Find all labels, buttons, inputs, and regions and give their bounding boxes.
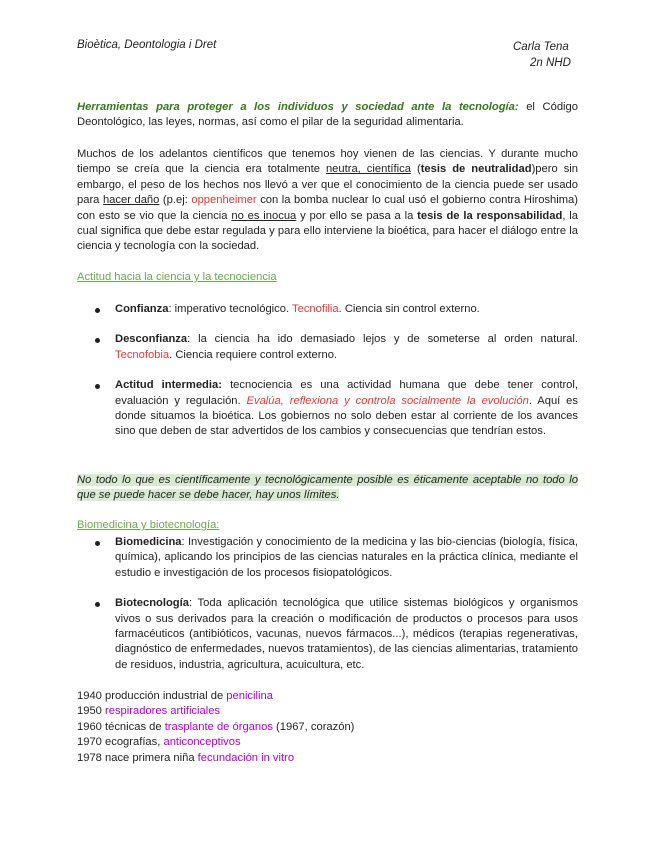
list-item [77, 535, 578, 581]
timeline-text: nace primera niña [101, 751, 198, 764]
red-text: Evalúa, reflexiona y controla socialmente la evolución [246, 394, 529, 407]
timeline-text: técnicas de [101, 720, 165, 733]
list-item [77, 302, 578, 317]
intro-text: el Código Deontológico, las leyes, normas, así como el pilar de la seguridad alimentaria. [77, 101, 578, 129]
list-item [77, 378, 578, 440]
list-item [77, 596, 578, 673]
timeline-highlight: anticonceptivos [163, 736, 241, 749]
list-item [77, 332, 578, 363]
biomed-list [77, 535, 578, 673]
timeline-entry [77, 720, 354, 735]
item-term: Desconfianza [115, 333, 188, 346]
timeline-highlight: penicilina [226, 690, 273, 702]
timeline-entry [77, 735, 354, 750]
item-term: Confianza [115, 303, 169, 315]
timeline-highlight: respiradores artificiales [105, 705, 221, 718]
timeline-list [77, 689, 354, 766]
item-text: : imperativo tecnológico. [168, 303, 292, 315]
author-block [513, 39, 571, 71]
item-text: . Ciencia sin control externo. [338, 303, 480, 315]
timeline-text: (1967, corazón) [272, 720, 355, 733]
timeline-highlight: trasplante de órganos [164, 720, 273, 733]
item-text: . Aquí es donde situamos la bioética. Los gobiernos no solo deben estar al corriente de los avances sino que deben de star advertidos de los cambios y consecuencias que tendrían estos. [115, 394, 578, 438]
red-text: oppenheimer [191, 194, 257, 207]
bold-text: tesis de la responsabilidad [417, 209, 563, 222]
item-term: Biomedicina [115, 536, 182, 548]
underlined-text: neutra, científica [325, 163, 411, 176]
timeline-highlight: fecundación in vitro [197, 751, 295, 764]
timeline-year: 1970 [77, 736, 102, 749]
red-text: Tecnofilia [292, 303, 339, 315]
item-text: : la ciencia ha ido demasiado lejos y de someterse al orden natural. [187, 333, 578, 346]
biomed-heading[interactable]: Biomedicina y biotecnología: [77, 519, 220, 531]
intro-title: Herramientas para proteger a los individuos y sociedad ante la tecnología: [77, 101, 519, 113]
item-text: : Investigación y conocimiento de la medicina y las bio-ciencias (biología, física, química), aplicando los principios de las ciencias naturales en la práctica clínica, mediante el estudio e investigación de los procesos fisiopatológicos. [115, 536, 578, 579]
timeline-year: 1960 [77, 720, 102, 733]
timeline-year: 1950 [77, 705, 102, 718]
text-run: Muchos de los adelantos científicos que tenemos hoy vienen de las ciencias. Y durante mucho tiempo se creía que la ciencia era totalmente [77, 148, 578, 176]
item-text: : Toda aplicación tecnológica que utilice sistemas biológicos y organismos vivos o sus derivados para la creación o modificación de productos o procesos para usos farmacéuticos (antibióticos, vacunas, nuevos fármacos...), médicos (terapias regenerativas, diagnóstico de enfermedades, nuevos tratamientos), de las ciencias alimentarias, tratamiento de residuos, industria, agricultura, acuicultura, etc. [115, 597, 578, 671]
text-run: y por ello se pasa a la [296, 209, 418, 222]
bullet-icon [95, 384, 100, 389]
course-title: Bioètica, Deontologia i Dret [77, 39, 217, 51]
bold-text: tesis de neutralidad [420, 163, 532, 176]
text-run: (p.ej: [159, 194, 192, 207]
timeline-text: ecografías, [101, 736, 164, 749]
highlighted-quote: No todo lo que es científicamente y tecnológicamente posible es éticamente aceptable no todo lo que se puede hacer se debe hacer, hay unos límites. [77, 474, 578, 502]
limits-quote [77, 473, 578, 504]
text-run: )pero sin embargo, el peso de los hechos nos llevó a ver que el conocimiento de la ciencia puede ser usado para [77, 163, 578, 207]
text-run: , la cual significa que debe estar regulada y para ello interviene la bioética, para hacer el diálogo entre la ciencia y tecnología con la sociedad. [77, 209, 578, 253]
item-text: tecnociencia es una actividad humana que debe tener control, evaluación y regulación. [115, 379, 578, 407]
timeline-year: 1978 [77, 751, 102, 764]
text-run: ( [410, 163, 421, 176]
attitudes-heading[interactable]: Actitud hacia la ciencia y la tecnociencia [77, 271, 277, 283]
intro-paragraph [77, 100, 578, 131]
attitudes-list [77, 302, 578, 440]
underlined-text: hacer daño [102, 194, 160, 207]
red-text: Tecnofobia [115, 348, 170, 361]
bullet-icon [95, 338, 100, 343]
author-name: Carla Tena [513, 41, 569, 53]
bullet-icon [95, 308, 100, 313]
timeline-entry [77, 704, 354, 719]
author-group: 2n NHD [530, 57, 571, 69]
text-run: con la bomba nuclear lo cual usó el gobierno contra Hiroshima) con esto se vio que la ciencia [77, 194, 579, 222]
item-text: . Ciencia requiere control externo. [169, 348, 338, 361]
timeline-year: 1940 [77, 690, 102, 702]
timeline-entry [77, 751, 354, 766]
timeline-entry [77, 689, 354, 704]
bullet-icon [95, 541, 100, 546]
science-paragraph [77, 147, 578, 255]
item-term: Actitud intermedia: [115, 379, 222, 392]
bullet-icon [95, 602, 100, 607]
underlined-text: no es inocua [231, 209, 297, 222]
timeline-text: producción industrial de [101, 690, 227, 702]
item-term: Biotecnología [115, 597, 189, 610]
